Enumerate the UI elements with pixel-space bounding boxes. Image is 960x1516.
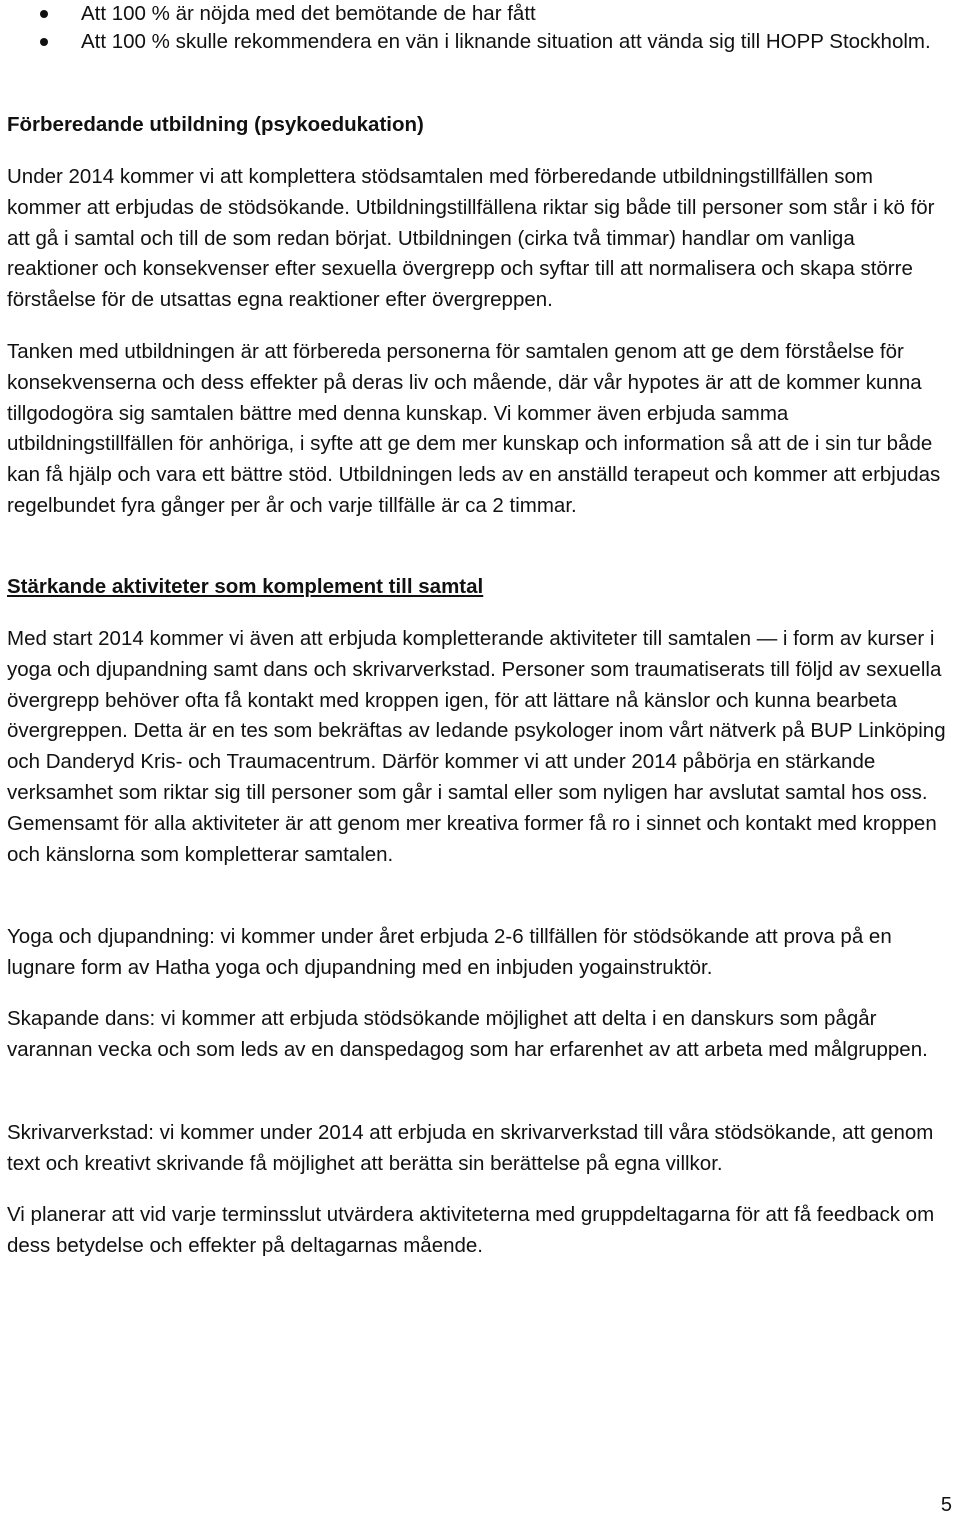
paragraph-education-purpose: Tanken med utbildningen är att förbereda personerna för samtalen genom att ge dem förståelse för konsekvenserna och dess effekter på deras liv och mående, där vår hypotes är att de kommer kunna tillgodogöra sig samtalen bättre med denna kunskap. Vi kommer även erbjuda samma utbildningstillfällen för anhöriga, i syfte att ge dem mer kunskap och information så att de i sin tur både kan få hjälp och vara ett bättre stöd. Utbildningen leds av en anställd terapeut och kommer att erbjudas regelbundet fyra gånger per år och varje tillfälle är ca 2 timmar. <box>7 340 941 517</box>
paragraph-evaluation: Vi planerar att vid varje terminsslut utvärdera aktiviteterna med gruppdeltagarna för att få feedback om dess betydelse och effekter på deltagarnas mående. <box>7 1203 935 1257</box>
paragraph-dance: Skapande dans: vi kommer att erbjuda stödsökande möjlighet att delta i en danskurs som pågår varannan vecka och som leds av en danspedagog som har erfarenhet av att arbeta med målgruppen. <box>7 1007 928 1061</box>
paragraph-writing-workshop: Skrivarverkstad: vi kommer under 2014 att erbjuda en skrivarverkstad till våra stödsökande, att genom text och kreativt skrivande få möjlighet att berätta sin berättelse på egna villkor. <box>7 1121 934 1175</box>
paragraph-yoga: Yoga och djupandning: vi kommer under året erbjuda 2-6 tillfällen för stödsökande att prova på en lugnare form av Hatha yoga och djupandning med en inbjuden yogainstruktör. <box>7 925 892 979</box>
bullet-icon <box>40 10 48 18</box>
list-item <box>7 28 955 56</box>
paragraph-activities-intro: Med start 2014 kommer vi även att erbjuda kompletterande aktiviteter till samtalen — i form av kurser i yoga och djupandning samt dans och skrivarverkstad. Personer som traumatiserats till följd av sexuella övergrepp behöver ofta få kontakt med kroppen igen, för att lättare nå känslor och kunna bearbeta övergreppen. Detta är en tes som bekräftas av ledande psykologer inom vårt nätverk på BUP Linköping och Danderyd Kris- och Traumacentrum. Därför kommer vi att under 2014 påbörja en stärkande verksamhet som riktar sig till personer som går i samtal eller som nyligen har avslutat samtal hos oss. Gemensamt för alla aktiviteter är att genom mer kreativa former få ro i sinnet och kontakt med kroppen och känslorna som kompletterar samtalen. <box>7 627 946 866</box>
section-heading-activities: Stärkande aktiviteter som komplement till samtal <box>7 575 484 598</box>
paragraph-education-intro: Under 2014 kommer vi att komplettera stödsamtalen med förberedande utbildningstillfällen som kommer att erbjudas de stödsökande. Utbildningstillfällena riktar sig både till personer som står i kö för att gå i samtal och till de som redan börjat. Utbildningen (cirka två timmar) handlar om vanliga reaktioner och konsekvenser efter sexuella övergrepp och syftar till att normalisera och skapa större förståelse för de utsattas egna reaktioner efter övergreppen. <box>7 165 935 312</box>
bullet-text: Att 100 % skulle rekommendera en vän i liknande situation att vända sig till HOPP Stockholm. <box>81 30 931 53</box>
bullet-text: Att 100 % är nöjda med det bemötande de har fått <box>81 2 536 25</box>
section-heading-psychoeducation: Förberedande utbildning (psykoedukation) <box>7 113 424 136</box>
bullet-icon <box>40 38 48 46</box>
list-item <box>7 0 955 28</box>
page-number: 5 <box>940 1494 952 1516</box>
results-bullet-list <box>7 0 955 56</box>
